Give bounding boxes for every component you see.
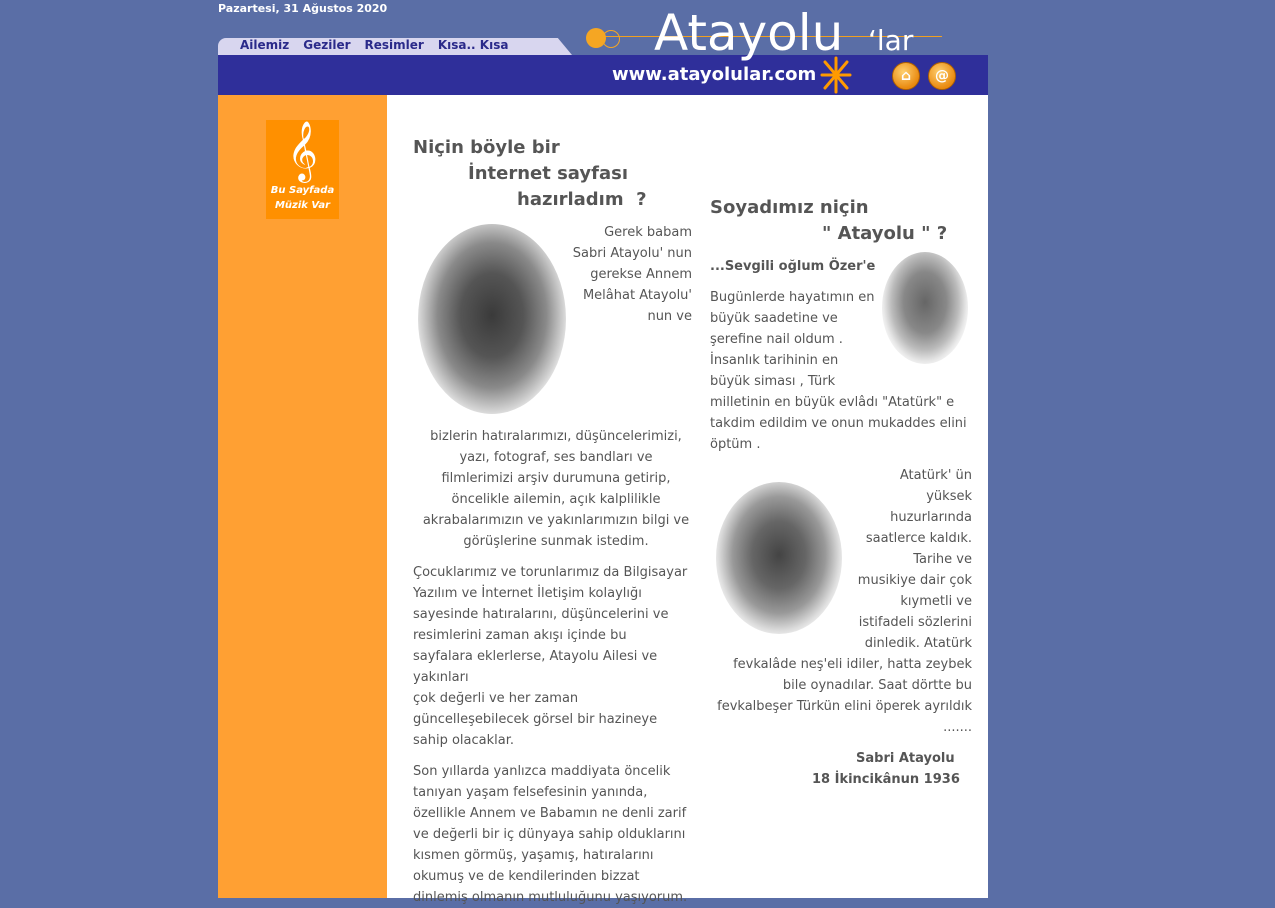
article-paragraph-2: Çocuklarımız ve torunlarımız da Bilgisayar Yazılım ve İnternet İletişim kolaylığı sayesinde hatıralarını, düşüncelerini ve resimlerini zaman akışı içinde bu sayfalara eklerlerse, Atayolu Ailesi ve yakınları çok değerli ve her zaman güncelleşebilecek görsel bir hazineye sahip olacaklar.	[413, 565, 688, 748]
signature-name: Sabri Atayolu	[856, 751, 955, 766]
site-url: www.atayolular.com	[612, 64, 817, 85]
grandfather-photo	[882, 252, 968, 364]
letter-paragraph-1: Bugünlerde hayatımın en büyük saadetine ve şerefine nail oldum . İnsanlık tarihinin en büyük siması , Türk	[710, 290, 875, 389]
intro-text: Gerek babam Sabri Atayolu' nun gerekse Annem Melâhat Atayolu' nun ve	[572, 225, 692, 324]
nav-link-geziler[interactable]: Geziler	[303, 38, 351, 52]
main-nav	[240, 38, 508, 52]
article-title-line1: Niçin böyle bir	[413, 137, 560, 158]
letter-paragraph-2: Atatürk' ün yüksek huzurlarında saatlerce kaldık. Tarihe ve musikiye dair çok kıymetli ve istifadeli sözlerini dinledik. Atatürk	[857, 468, 972, 651]
at-icon[interactable]: @	[928, 62, 956, 90]
treble-clef-icon: 𝄞	[287, 121, 318, 181]
date-label: Pazartesi, 31 Ağustos 2020	[218, 2, 388, 15]
letter-paragraph-1-cont: milletinin en büyük evlâdı "Atatürk" e takdim edildim ve onun mukaddes elini öptüm .	[710, 395, 967, 452]
article-title-line3: hazırladım ?	[517, 189, 647, 210]
article-title-line2: İnternet sayfası	[468, 163, 628, 184]
sparkle-icon	[820, 56, 852, 94]
article-paragraph-1: bizlerin hatıralarımızı, düşüncelerimizi, yazı, fotograf, ses bandları ve filmlerimizi arşiv durumuna getirip, öncelikle ailemin, açık kalplilikle akrabalarımızın ve yakınlarımızın bilgi ve görüşlerine sunmak istedim.	[422, 429, 690, 549]
nav-link-ailemiz[interactable]: Ailemiz	[240, 38, 290, 52]
signature-date: 18 İkincikânun 1936	[812, 772, 960, 787]
surname-title-line1: Soyadımız niçin	[710, 197, 869, 218]
surname-title-line2: " Atayolu " ?	[822, 223, 948, 244]
site-logo[interactable]: Atayolu	[654, 4, 844, 62]
music-badge-label: Bu Sayfada Müzik Var	[270, 185, 335, 211]
letter-paragraph-2-cont: fevkalâde neş'eli idiler, hatta zeybek bile oynadılar. Saat dörtte bu fevkalbeşer Türkün elini öperek ayrıldık .......	[717, 657, 972, 735]
home-icon[interactable]: ⌂	[892, 62, 920, 90]
letter-greeting: ...Sevgili oğlum Özer'e	[710, 259, 876, 274]
nav-link-resimler[interactable]: Resimler	[364, 38, 424, 52]
header-bar	[218, 55, 988, 95]
ataturk-photo	[716, 482, 842, 634]
father-photo	[418, 224, 566, 414]
site-logo-suffix: ‘lar	[868, 24, 914, 57]
article-paragraph-3: Son yıllarda yanlızca maddiyata öncelik tanıyan yaşam felsefesinin yanında, özellikle Annem ve Babamın ne denli zarif ve değerli bir iç dünyaya sahip olduklarını kısmen görmüş, yaşamış, hatıralarını okumuş ve de kendilerinden bizzat dinlemiş olmanın mutluluğunu yaşıyorum.	[413, 764, 688, 905]
logo-ring-icon	[602, 30, 620, 48]
nav-link-kisa-kisa[interactable]: Kısa.. Kısa	[437, 38, 509, 52]
